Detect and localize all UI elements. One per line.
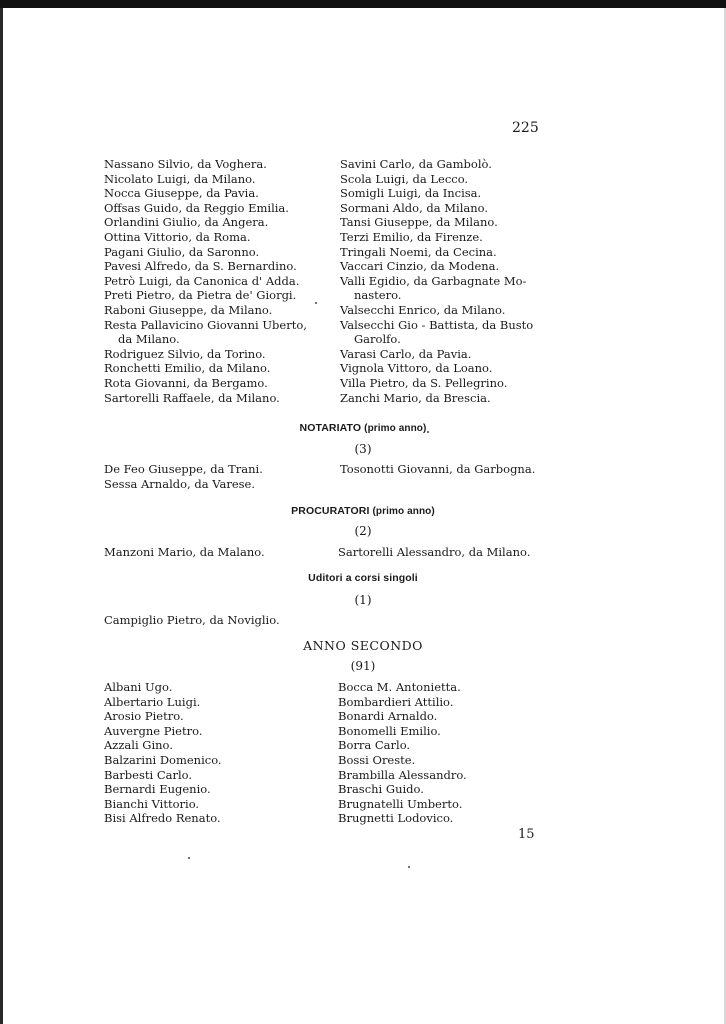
uditori-heading: Uditori a corsi singoli <box>308 572 418 584</box>
procuratori-heading <box>0 505 726 517</box>
list-item: Bianchi Vittorio. <box>104 796 200 811</box>
list-item: Villa Pietro, da S. Pellegrino. <box>340 375 508 390</box>
list-item: Sartorelli Raffaele, da Milano. <box>104 390 280 405</box>
procuratori-count: (2) <box>354 524 372 538</box>
list-item: Orlandini Giulio, da Angera. <box>104 215 269 230</box>
list-item: Nicolato Luigi, da Milano. <box>104 171 256 186</box>
list-item: Brugnetti Lodovico. <box>338 811 454 826</box>
list-item: Rodriguez Silvio, da Torino. <box>104 346 266 361</box>
scan-speck <box>427 431 429 433</box>
list-item: Bisi Alfredo Renato. <box>104 811 221 826</box>
list-item: Valsecchi Enrico, da Milano. <box>340 302 506 317</box>
list-item: Sessa Arnaldo, da Varese. <box>104 476 255 491</box>
list-item: Valsecchi Gio - Battista, da Busto <box>340 317 534 332</box>
list-item: Tringali Noemi, da Cecina. <box>340 244 497 259</box>
list-item: Nassano Silvio, da Voghera. <box>104 157 267 171</box>
list-item: Resta Pallavicino Giovanni Uberto, <box>104 317 307 332</box>
list-item: Ronchetti Emilio, da Milano. <box>104 361 271 376</box>
list-item: Azzali Gino. <box>104 738 173 753</box>
notariato-right-column <box>340 462 555 477</box>
list-item: Raboni Giuseppe, da Milano. <box>104 302 273 317</box>
list-item-continuation: da Milano. <box>118 332 180 347</box>
notariato-count: (3) <box>354 442 372 456</box>
list-item: Somigli Luigi, da Incisa. <box>340 186 482 201</box>
scan-top-border <box>0 0 726 8</box>
list-item: Zanchi Mario, da Brescia. <box>340 390 491 405</box>
anno-secondo-heading: ANNO SECONDO <box>303 638 423 653</box>
list-item: Brambilla Alessandro. <box>338 767 467 782</box>
list-item: Petrò Luigi, da Canonica d' Adda. <box>104 273 300 288</box>
list-item: Brugnatelli Umberto. <box>338 796 463 811</box>
list-item: Barbesti Carlo. <box>104 767 193 782</box>
scan-speck <box>315 302 317 304</box>
list-item: De Feo Giuseppe, da Trani. <box>104 462 263 476</box>
list-item: Scola Luigi, da Lecco. <box>340 171 469 186</box>
list-item: Pagani Giulio, da Saronno. <box>104 244 260 259</box>
list-item: Auvergne Pietro. <box>104 723 203 738</box>
notariato-subtitle: (primo anno) <box>364 423 427 434</box>
list-item: Nocca Giuseppe, da Pavia. <box>104 186 259 201</box>
procuratori-title: PROCURATORI <box>291 505 370 517</box>
list-item: Bernardi Eugenio. <box>104 782 211 797</box>
list-item: Vaccari Cinzio, da Modena. <box>340 259 500 274</box>
list-item: Arosio Pietro. <box>104 709 184 724</box>
list-item: Rota Giovanni, da Bergamo. <box>104 375 268 390</box>
list-item: Tansi Giuseppe, da Milano. <box>340 215 498 230</box>
page-number-top: 225 <box>512 120 539 136</box>
uditori-count: (1) <box>354 593 372 607</box>
list-item: Sormani Aldo, da Milano. <box>340 200 489 215</box>
section1-right-column <box>340 157 555 405</box>
anno-secondo-count: (91) <box>350 659 376 673</box>
notariato-left-column <box>104 462 326 491</box>
notariato-title: NOTARIATO <box>299 422 362 434</box>
list-item: Vignola Vittoro, da Loano. <box>340 361 493 376</box>
page-number-bottom: 15 <box>518 827 535 842</box>
list-item: Tosonotti Giovanni, da Garbogna. <box>340 462 536 476</box>
list-item: Bocca M. Antonietta. <box>338 680 461 694</box>
list-item: Preti Pietro, da Pietra de' Giorgi. <box>104 288 297 303</box>
list-item: Ottina Vittorio, da Roma. <box>104 229 251 244</box>
notariato-heading <box>0 422 726 434</box>
anno-secondo-left-column <box>104 680 326 826</box>
list-item-continuation: Garolfo. <box>354 332 401 347</box>
scan-speck <box>188 857 190 859</box>
list-item: Bossi Oreste. <box>338 752 416 767</box>
list-item: Pavesi Alfredo, da S. Bernardino. <box>104 259 297 274</box>
section1-left-column <box>104 157 326 405</box>
list-item: Albani Ugo. <box>104 680 173 694</box>
list-item: Terzi Emilio, da Firenze. <box>340 229 483 244</box>
scan-speck <box>408 866 410 868</box>
list-item-continuation: nastero. <box>354 288 402 303</box>
list-item: Savini Carlo, da Gambolò. <box>340 157 492 171</box>
list-item: Borra Carlo. <box>338 738 411 753</box>
anno-secondo-right-column <box>338 680 553 826</box>
list-item: Braschi Guido. <box>338 782 424 797</box>
list-item: Manzoni Mario, da Malano. <box>104 545 265 559</box>
list-item: Valli Egidio, da Garbagnate Mo- <box>340 273 527 288</box>
procuratori-subtitle: (primo anno) <box>372 506 435 517</box>
list-item: Bombardieri Attilio. <box>338 694 454 709</box>
list-item: Campiglio Pietro, da Noviglio. <box>104 613 280 627</box>
list-item: Albertario Luigi. <box>104 694 201 709</box>
list-item: Sartorelli Alessandro, da Milano. <box>338 545 531 559</box>
list-item: Balzarini Domenico. <box>104 752 222 767</box>
list-item: Bonardi Arnaldo. <box>338 709 438 724</box>
list-item: Varasi Carlo, da Pavia. <box>340 346 472 361</box>
list-item: Offsas Guido, da Reggio Emilia. <box>104 200 289 215</box>
list-item: Bonomelli Emilio. <box>338 723 441 738</box>
